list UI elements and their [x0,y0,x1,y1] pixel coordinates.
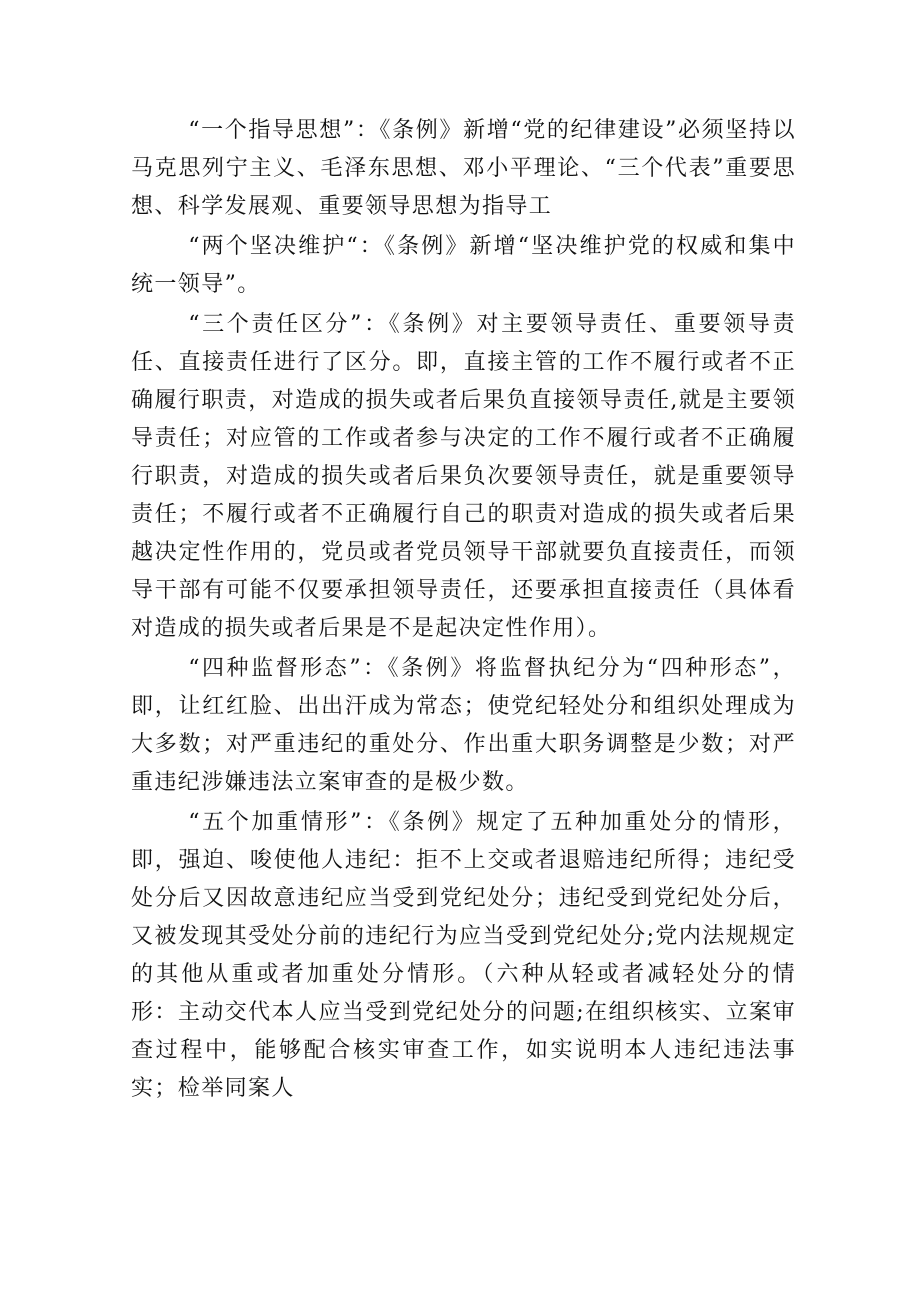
paragraph-four-supervision-forms: “四种监督形态”：《条例》将监督执纪分为“四种形态”，即，让红红脸、出出汗成为常态；使党纪轻处分和组织处理成为大多数；对严重违纪的重处分、作出重大职务调整是少数；对严重违纪涉嫌违法立案审查的是极少数。 [131,656,796,795]
paragraph-three-responsibility-distinctions: “三个责任区分”：《条例》对主要领导责任、重要领导责任、直接责任进行了区分。即，直接主管的工作不履行或者不正确履行职责，对造成的损失或者后果负直接领导责任,就是主要领导责任；对应管的工作或者参与决定的工作不履行或者不正确履行职责，对造成的损失或者后果负次要领导责任，就是重要领导责任；不履行或者不正确履行自己的职责对造成的损失或者后果越决定性作用的，党员或者党员领导干部就要负直接责任，而领导干部有可能不仅要承担领导责任，还要承担直接责任（具体看对造成的损失或者后果是不是起决定性作用）。 [131,312,796,641]
paragraph-five-aggravating-circumstances: “五个加重情形”：《条例》规定了五种加重处分的情形，即，强迫、唆使他人违纪：拒不上交或者退赔违纪所得；违纪受处分后又因故意违纪应当受到党纪处分；违纪受到党纪处分后，又被发现其受处分前的违纪行为应当受到党纪处分;党内法规规定的其他从重或者加重处分情形。（六种从轻或者减轻处分的情形：主动交代本人应当受到党纪处分的问题;在组织核实、立案审查过程中，能够配合核实审查工作，如实说明本人违纪违法事实；检举同案人 [131,810,796,1101]
document-body [131,112,796,1110]
paragraph-one-guiding-thought: “一个指导思想”：《条例》新增“党的纪律建设”必须坚持以马克思列宁主义、毛泽东思想、邓小平理论、“三个代表”重要思想、科学发展观、重要领导思想为指导工 [131,118,796,219]
paragraph-two-resolute-safeguards: “两个坚决维护“：《条例》新增“坚决维护党的权威和集中统一领导”。 [131,234,796,297]
